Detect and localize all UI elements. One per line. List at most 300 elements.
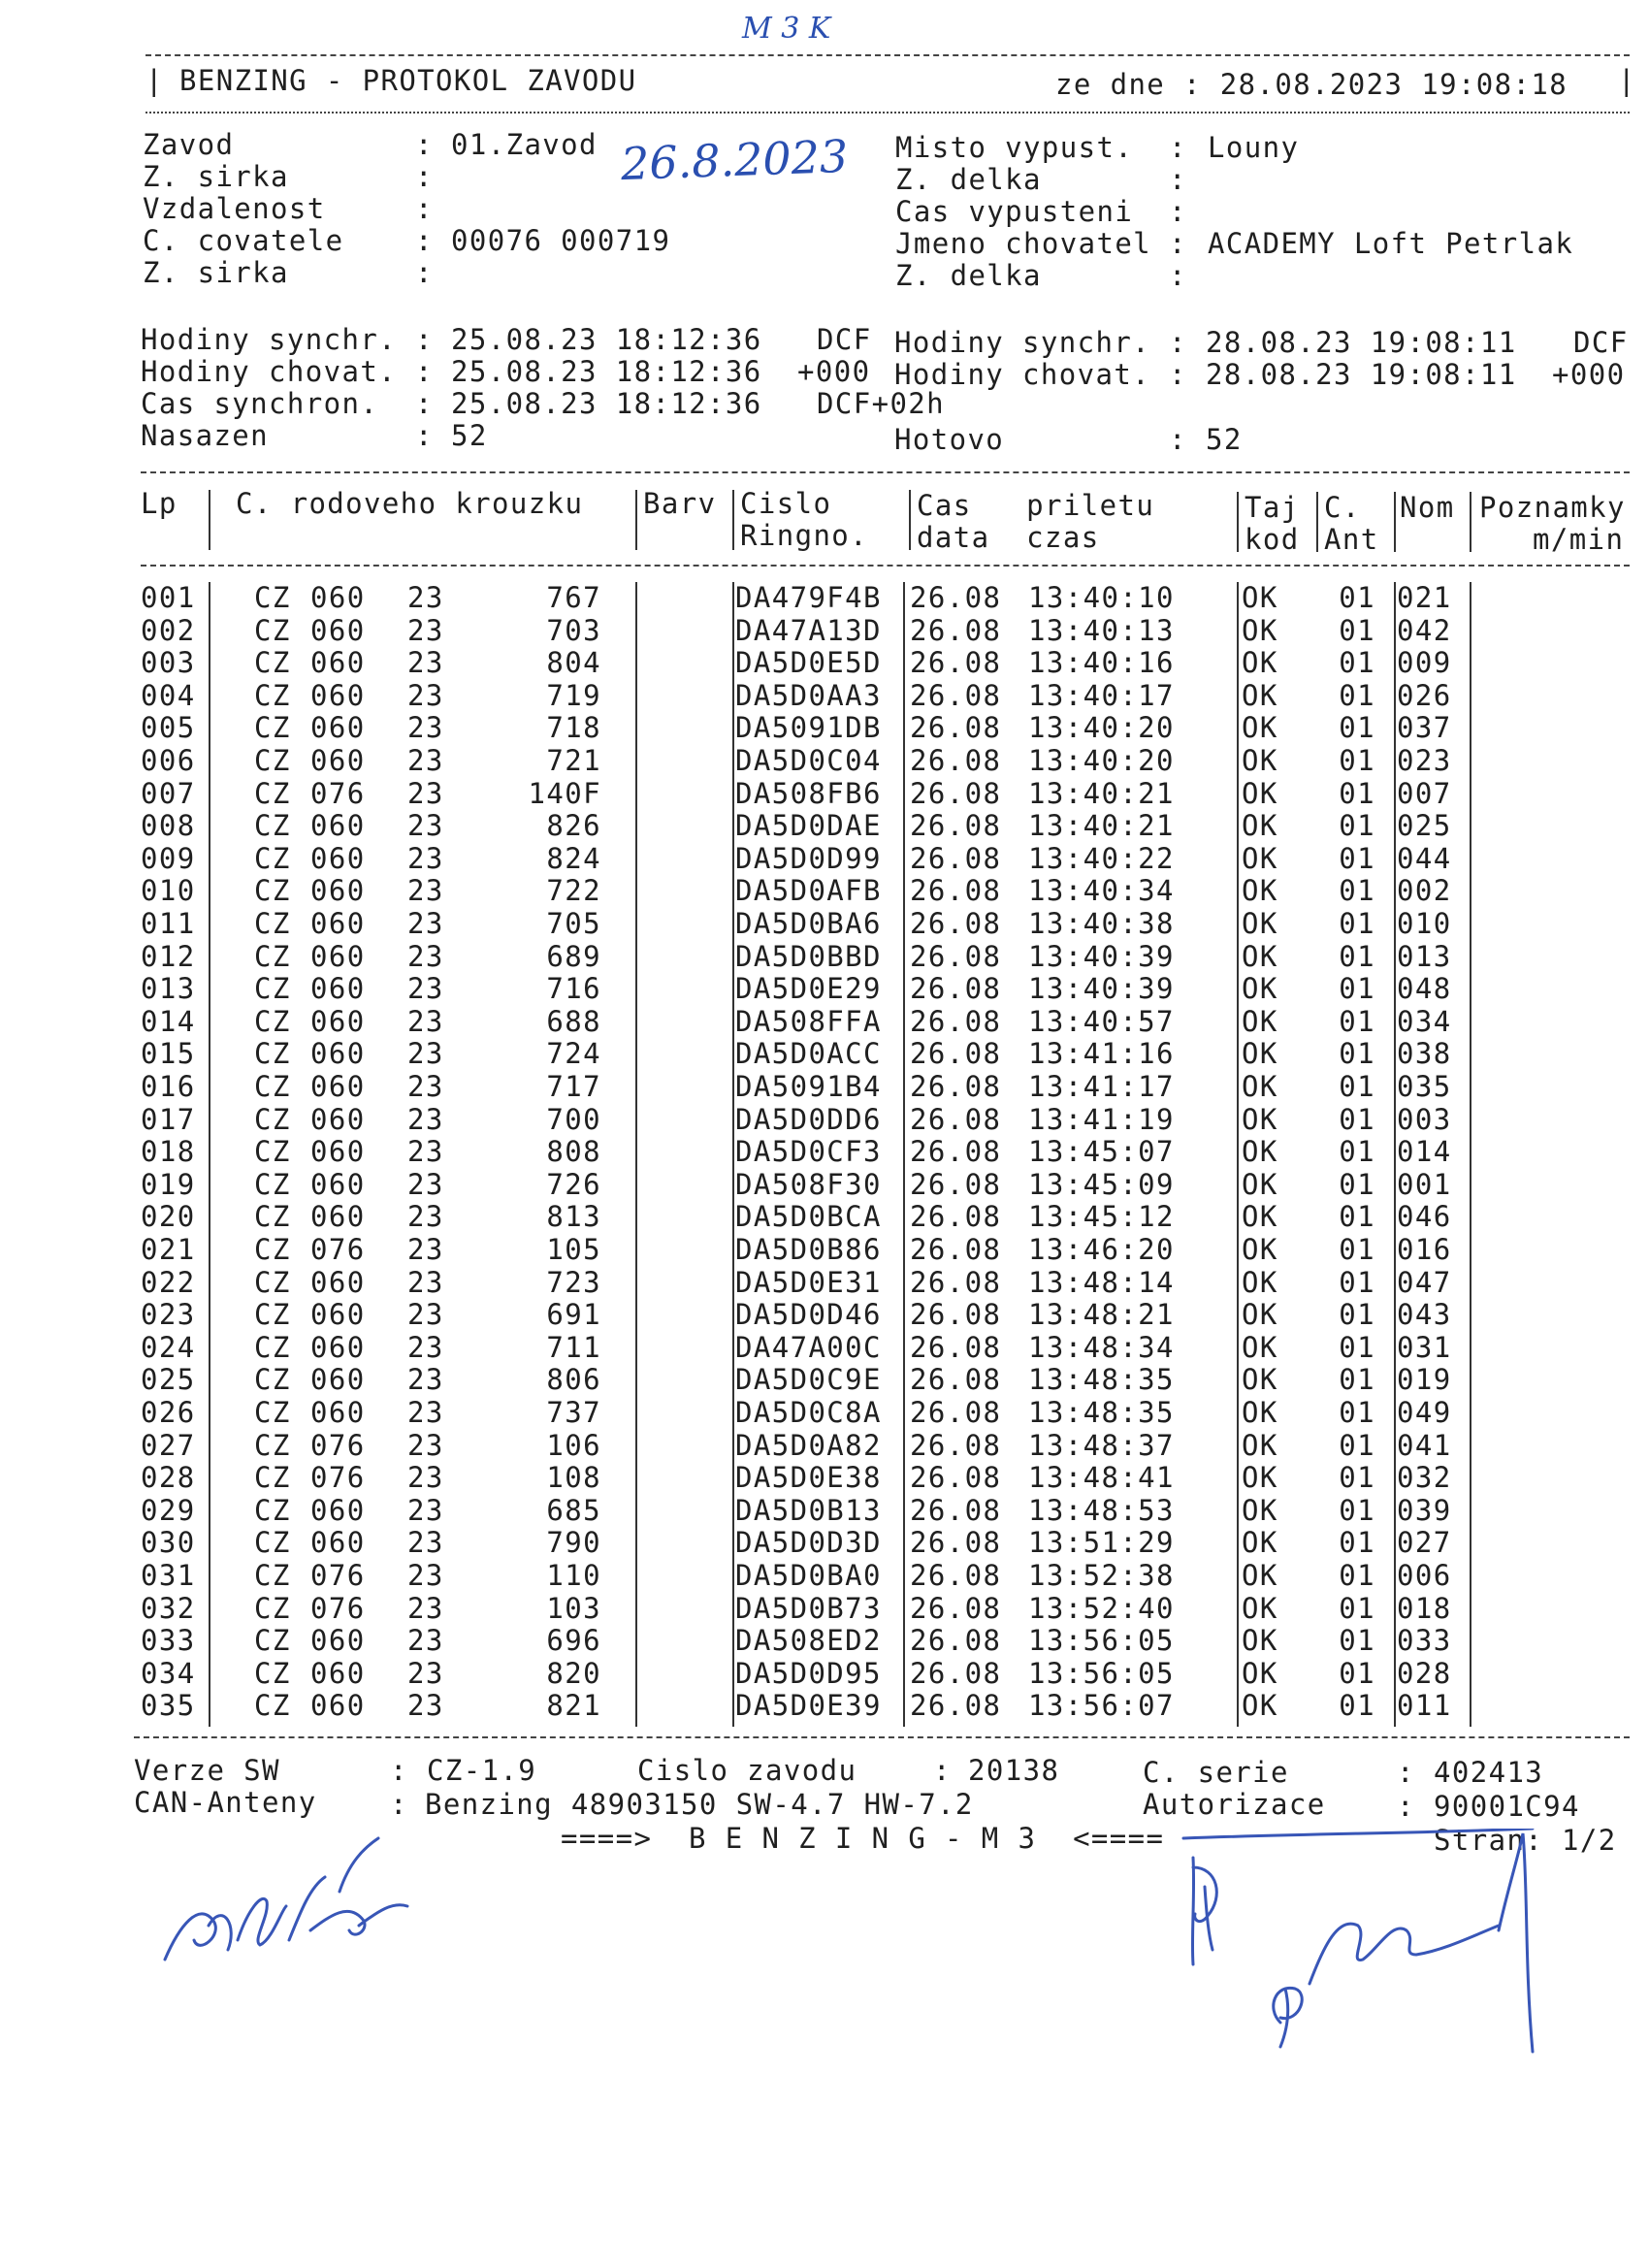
row-ringno: DA5D0BCA	[735, 1200, 882, 1234]
sync-left-label-1: Hodiny chovat.	[141, 355, 398, 388]
row-taj-kod: OK	[1242, 874, 1278, 908]
th-sep-barv	[732, 490, 734, 550]
row-date: 26.08	[910, 1559, 1002, 1592]
table-row	[0, 1625, 1649, 1658]
row-country: CZ	[254, 646, 291, 680]
row-date: 26.08	[910, 1363, 1002, 1397]
row-time: 13:51:29	[1028, 1526, 1175, 1560]
row-antenna: 01	[1339, 939, 1375, 973]
row-lp: 034	[141, 1656, 196, 1690]
row-taj-kod: OK	[1242, 1493, 1278, 1527]
row-ring-number: 824	[546, 841, 601, 875]
row-year: 23	[407, 581, 444, 614]
table-row	[0, 1527, 1649, 1560]
table-row	[0, 1560, 1649, 1593]
row-antenna: 01	[1339, 1461, 1375, 1495]
row-time: 13:40:38	[1028, 907, 1175, 940]
row-time: 13:56:07	[1028, 1689, 1175, 1723]
row-lp: 011	[141, 907, 196, 940]
row-year: 23	[407, 1559, 444, 1592]
table-row	[0, 647, 1649, 680]
row-date: 26.08	[910, 1135, 1002, 1169]
row-nom: 046	[1397, 1200, 1452, 1234]
row-ringno: DA5D0CF3	[735, 1135, 882, 1169]
report-date-label: ze dne : 28.08.2023 19:08:18	[1055, 68, 1568, 101]
row-ring-number: 820	[546, 1656, 601, 1690]
row-time: 13:48:37	[1028, 1428, 1175, 1462]
row-antenna: 01	[1339, 1428, 1375, 1462]
row-year: 23	[407, 776, 444, 810]
row-country: CZ	[254, 1428, 291, 1462]
row-antenna: 01	[1339, 678, 1375, 712]
row-lp: 026	[141, 1396, 196, 1429]
row-year: 23	[407, 1233, 444, 1266]
footer-cislo-label: Cislo zavodu	[637, 1754, 857, 1787]
row-org: 060	[310, 1396, 366, 1429]
row-antenna: 01	[1339, 1265, 1375, 1299]
th-ant-2: Ant	[1324, 523, 1379, 556]
table-row	[0, 1104, 1649, 1137]
row-ring-number: 140F	[528, 776, 601, 810]
row-time: 13:45:12	[1028, 1200, 1175, 1234]
th-ant-1: C.	[1324, 491, 1361, 524]
table-row	[0, 680, 1649, 713]
row-org: 060	[310, 613, 366, 647]
row-org: 060	[310, 1102, 366, 1136]
row-ring-number: 790	[546, 1526, 601, 1560]
info-right-label-3: Jmeno chovatel	[895, 227, 1152, 260]
row-time: 13:56:05	[1028, 1656, 1175, 1690]
row-lp: 008	[141, 809, 196, 843]
row-ringno: DA479F4B	[735, 581, 882, 614]
row-time: 13:40:16	[1028, 646, 1175, 680]
sync-left-label-2: Cas synchron.	[141, 387, 379, 420]
row-ring-number: 722	[546, 874, 601, 908]
table-row	[0, 1462, 1649, 1495]
row-lp: 007	[141, 776, 196, 810]
info-right-colon-0: :	[1169, 131, 1187, 164]
row-nom: 033	[1397, 1624, 1452, 1658]
row-date: 26.08	[910, 1526, 1002, 1560]
row-lp: 017	[141, 1102, 196, 1136]
row-org: 060	[310, 907, 366, 940]
row-ringno: DA5D0E39	[735, 1689, 882, 1723]
row-org: 060	[310, 1526, 366, 1560]
handwritten-top-mark: M 3 K	[742, 12, 831, 46]
row-lp: 009	[141, 841, 196, 875]
row-lp: 010	[141, 874, 196, 908]
row-nom: 026	[1397, 678, 1452, 712]
row-ringno: DA5D0AA3	[735, 678, 882, 712]
row-org: 060	[310, 646, 366, 680]
table-row	[0, 778, 1649, 811]
row-time: 13:40:39	[1028, 939, 1175, 973]
row-year: 23	[407, 1070, 444, 1103]
row-lp: 018	[141, 1135, 196, 1169]
footer-verze-label: Verze SW	[134, 1754, 280, 1787]
row-nom: 039	[1397, 1493, 1452, 1527]
row-ringno: DA5D0C04	[735, 744, 882, 777]
sync-left-colon-1: :	[415, 355, 434, 388]
row-country: CZ	[254, 711, 291, 745]
row-ring-number: 719	[546, 678, 601, 712]
row-ring-number: 726	[546, 1167, 601, 1201]
row-ring-number: 105	[546, 1233, 601, 1266]
row-taj-kod: OK	[1242, 1233, 1278, 1266]
table-row	[0, 1364, 1649, 1397]
sync-left-label-0: Hodiny synchr.	[141, 323, 398, 356]
row-year: 23	[407, 711, 444, 745]
row-org: 076	[310, 1428, 366, 1462]
sync-right-label-2: Hotovo	[894, 423, 1005, 456]
th-ring: C. rodoveho krouzku	[236, 487, 584, 520]
row-antenna: 01	[1339, 1559, 1375, 1592]
row-ring-number: 821	[546, 1689, 601, 1723]
row-time: 13:48:53	[1028, 1493, 1175, 1527]
row-ring-number: 689	[546, 939, 601, 973]
info-right-label-4: Z. delka	[895, 259, 1042, 292]
row-org: 060	[310, 1689, 366, 1723]
info-right-label-0: Misto vypust.	[895, 131, 1134, 164]
th-cislo-1: Cislo	[740, 487, 832, 520]
footer-colon-verze: :	[390, 1754, 408, 1787]
table-header-divider	[141, 565, 1630, 567]
row-ringno: DA5D0B13	[735, 1493, 882, 1527]
row-country: CZ	[254, 1526, 291, 1560]
row-ringno: DA5D0D46	[735, 1298, 882, 1332]
info-right-colon-2: :	[1169, 195, 1187, 228]
sync-right-value-0: 28.08.23 19:08:11	[1206, 326, 1517, 359]
row-year: 23	[407, 1102, 444, 1136]
row-lp: 030	[141, 1526, 196, 1560]
row-nom: 048	[1397, 972, 1452, 1006]
row-taj-kod: OK	[1242, 711, 1278, 745]
table-row	[0, 615, 1649, 648]
info-left-value-0: 01.Zavod	[451, 128, 598, 161]
row-time: 13:45:09	[1028, 1167, 1175, 1201]
row-time: 13:48:14	[1028, 1265, 1175, 1299]
table-row	[0, 843, 1649, 876]
row-date: 26.08	[910, 809, 1002, 843]
sync-right-colon-1: :	[1169, 358, 1187, 391]
footer-can-label: CAN-Anteny	[134, 1786, 317, 1819]
row-country: CZ	[254, 907, 291, 940]
row-time: 13:41:16	[1028, 1037, 1175, 1071]
row-org: 060	[310, 1004, 366, 1038]
row-country: CZ	[254, 744, 291, 777]
row-year: 23	[407, 1298, 444, 1332]
row-nom: 032	[1397, 1461, 1452, 1495]
row-taj-kod: OK	[1242, 1396, 1278, 1429]
report-date-label-text: ze dne	[1055, 68, 1166, 101]
row-ringno: DA5D0B73	[735, 1591, 882, 1625]
row-ringno: DA5D0AFB	[735, 874, 882, 908]
row-org: 060	[310, 972, 366, 1006]
row-ringno: DA5D0ACC	[735, 1037, 882, 1071]
info-left-colon-1: :	[415, 160, 434, 193]
row-date: 26.08	[910, 1102, 1002, 1136]
row-ringno: DA5D0BA0	[735, 1559, 882, 1592]
row-ringno: DA5091DB	[735, 711, 882, 745]
row-org: 060	[310, 841, 366, 875]
row-taj-kod: OK	[1242, 1624, 1278, 1658]
table-row	[0, 1136, 1649, 1169]
row-antenna: 01	[1339, 1656, 1375, 1690]
row-lp: 022	[141, 1265, 196, 1299]
row-antenna: 01	[1339, 809, 1375, 843]
row-year: 23	[407, 646, 444, 680]
info-left-colon-4: :	[415, 256, 434, 289]
row-year: 23	[407, 744, 444, 777]
footer-colon-cislo: :	[933, 1754, 952, 1787]
row-nom: 049	[1397, 1396, 1452, 1429]
sync-left-extra-1: +000	[797, 355, 871, 388]
row-nom: 018	[1397, 1591, 1452, 1625]
row-ring-number: 813	[546, 1200, 601, 1234]
sync-right-extra-0: DCF	[1573, 326, 1629, 359]
row-country: CZ	[254, 1135, 291, 1169]
row-country: CZ	[254, 1493, 291, 1527]
sync-right-value-2: 52	[1206, 423, 1243, 456]
row-antenna: 01	[1339, 1037, 1375, 1071]
sync-right-value-1: 28.08.23 19:08:11	[1206, 358, 1517, 391]
row-antenna: 01	[1339, 874, 1375, 908]
row-ring-number: 705	[546, 907, 601, 940]
row-taj-kod: OK	[1242, 646, 1278, 680]
row-nom: 010	[1397, 907, 1452, 940]
info-right-label-2: Cas vypusteni	[895, 195, 1134, 228]
row-lp: 025	[141, 1363, 196, 1397]
row-lp: 001	[141, 581, 196, 614]
info-right-label-1: Z. delka	[895, 163, 1042, 196]
row-year: 23	[407, 1037, 444, 1071]
row-country: CZ	[254, 1363, 291, 1397]
row-country: CZ	[254, 1624, 291, 1658]
row-taj-kod: OK	[1242, 841, 1278, 875]
sync-right-extra-1: +000	[1552, 358, 1626, 391]
row-date: 26.08	[910, 907, 1002, 940]
info-right-value-0: Louny	[1208, 131, 1300, 164]
row-lp: 006	[141, 744, 196, 777]
row-time: 13:48:34	[1028, 1330, 1175, 1364]
row-date: 26.08	[910, 1037, 1002, 1071]
row-taj-kod: OK	[1242, 1656, 1278, 1690]
sync-right-label-0: Hodiny synchr.	[894, 326, 1151, 359]
row-org: 060	[310, 1135, 366, 1169]
row-antenna: 01	[1339, 1526, 1375, 1560]
row-year: 23	[407, 1461, 444, 1495]
row-nom: 025	[1397, 809, 1452, 843]
row-lp: 029	[141, 1493, 196, 1527]
row-country: CZ	[254, 581, 291, 614]
info-right-colon-3: :	[1169, 227, 1187, 260]
row-lp: 014	[141, 1004, 196, 1038]
row-lp: 027	[141, 1428, 196, 1462]
row-taj-kod: OK	[1242, 1135, 1278, 1169]
row-country: CZ	[254, 1559, 291, 1592]
row-date: 26.08	[910, 1298, 1002, 1332]
row-time: 13:40:20	[1028, 744, 1175, 777]
row-org: 060	[310, 1624, 366, 1658]
th-cas-1: Cas priletu	[917, 489, 1155, 522]
row-date: 26.08	[910, 613, 1002, 647]
row-taj-kod: OK	[1242, 678, 1278, 712]
row-year: 23	[407, 809, 444, 843]
th-taj-1: Taj	[1245, 491, 1300, 524]
table-row	[0, 1071, 1649, 1104]
top-divider	[146, 54, 1630, 56]
footer-serie-label: C. serie	[1143, 1756, 1289, 1789]
row-ringno: DA5D0B86	[735, 1233, 882, 1266]
row-year: 23	[407, 678, 444, 712]
th-taj-2: kod	[1245, 523, 1300, 556]
th-barv: Barv	[643, 487, 717, 520]
sync-right-colon-2: :	[1169, 423, 1187, 456]
row-ring-number: 103	[546, 1591, 601, 1625]
row-date: 26.08	[910, 646, 1002, 680]
row-lp: 013	[141, 972, 196, 1006]
row-ring-number: 716	[546, 972, 601, 1006]
row-nom: 003	[1397, 1102, 1452, 1136]
footer-cislo-value: 20138	[968, 1754, 1060, 1787]
row-year: 23	[407, 939, 444, 973]
row-taj-kod: OK	[1242, 613, 1278, 647]
row-nom: 009	[1397, 646, 1452, 680]
row-lp: 019	[141, 1167, 196, 1201]
row-taj-kod: OK	[1242, 1363, 1278, 1397]
row-date: 26.08	[910, 972, 1002, 1006]
row-date: 26.08	[910, 1396, 1002, 1429]
row-year: 23	[407, 1200, 444, 1234]
row-taj-kod: OK	[1242, 744, 1278, 777]
row-ring-number: 110	[546, 1559, 601, 1592]
header-left-bar: |	[146, 64, 164, 97]
row-ring-number: 806	[546, 1363, 601, 1397]
info-left-label-0: Zavod	[143, 128, 235, 161]
row-org: 060	[310, 809, 366, 843]
row-country: CZ	[254, 1265, 291, 1299]
row-ringno: DA5D0D99	[735, 841, 882, 875]
row-date: 26.08	[910, 581, 1002, 614]
row-org: 060	[310, 1265, 366, 1299]
footer-can-value: Benzing 48903150 SW-4.7 HW-7.2	[425, 1788, 974, 1821]
row-antenna: 01	[1339, 744, 1375, 777]
row-taj-kod: OK	[1242, 1037, 1278, 1071]
row-taj-kod: OK	[1242, 1559, 1278, 1592]
th-pozn-1: Poznamky	[1479, 491, 1626, 524]
th-sep-cislo	[909, 490, 911, 550]
row-time: 13:46:20	[1028, 1233, 1175, 1266]
row-country: CZ	[254, 613, 291, 647]
sync-left-colon-2: :	[415, 387, 434, 420]
row-country: CZ	[254, 1037, 291, 1071]
row-nom: 047	[1397, 1265, 1452, 1299]
row-antenna: 01	[1339, 907, 1375, 940]
row-taj-kod: OK	[1242, 1200, 1278, 1234]
row-ringno: DA5D0BBD	[735, 939, 882, 973]
info-left-colon-2: :	[415, 192, 434, 225]
row-country: CZ	[254, 1004, 291, 1038]
row-year: 23	[407, 1428, 444, 1462]
th-sep-ring	[635, 490, 637, 550]
row-date: 26.08	[910, 939, 1002, 973]
row-ring-number: 703	[546, 613, 601, 647]
th-sep-ant	[1394, 492, 1396, 552]
row-year: 23	[407, 1493, 444, 1527]
row-taj-kod: OK	[1242, 939, 1278, 973]
row-ring-number: 808	[546, 1135, 601, 1169]
table-row	[0, 1006, 1649, 1039]
info-left-label-2: Vzdalenost	[143, 192, 326, 225]
th-cislo-2: Ringno.	[740, 519, 869, 552]
table-row	[0, 908, 1649, 941]
row-nom: 028	[1397, 1656, 1452, 1690]
row-org: 060	[310, 744, 366, 777]
footer-page: Stran: 1/2	[1434, 1824, 1617, 1857]
sync-right-label-1: Hodiny chovat.	[894, 358, 1151, 391]
row-time: 13:52:38	[1028, 1559, 1175, 1592]
th-sep-taj	[1316, 492, 1318, 552]
row-taj-kod: OK	[1242, 1428, 1278, 1462]
row-org: 076	[310, 1461, 366, 1495]
row-date: 26.08	[910, 776, 1002, 810]
row-nom: 001	[1397, 1167, 1452, 1201]
row-org: 060	[310, 1656, 366, 1690]
signature-left	[155, 1833, 427, 1979]
row-lp: 020	[141, 1200, 196, 1234]
row-org: 060	[310, 1330, 366, 1364]
row-country: CZ	[254, 972, 291, 1006]
row-nom: 041	[1397, 1428, 1452, 1462]
row-time: 13:41:19	[1028, 1102, 1175, 1136]
row-nom: 016	[1397, 1233, 1452, 1266]
row-year: 23	[407, 1624, 444, 1658]
row-ringno: DA508F30	[735, 1167, 882, 1201]
row-date: 26.08	[910, 711, 1002, 745]
row-ring-number: 724	[546, 1037, 601, 1071]
row-org: 060	[310, 711, 366, 745]
row-lp: 015	[141, 1037, 196, 1071]
row-lp: 003	[141, 646, 196, 680]
row-ring-number: 711	[546, 1330, 601, 1364]
row-time: 13:56:05	[1028, 1624, 1175, 1658]
row-lp: 016	[141, 1070, 196, 1103]
row-ring-number: 108	[546, 1461, 601, 1495]
table-row	[0, 941, 1649, 974]
row-org: 060	[310, 581, 366, 614]
row-ringno: DA5D0C8A	[735, 1396, 882, 1429]
row-country: CZ	[254, 1102, 291, 1136]
sync-left-colon-0: :	[415, 323, 434, 356]
row-org: 076	[310, 1233, 366, 1266]
table-row	[0, 1299, 1649, 1332]
row-date: 26.08	[910, 1200, 1002, 1234]
footer-colon-can: :	[390, 1788, 408, 1821]
protocol-title: BENZING - PROTOKOL ZAVODU	[179, 64, 637, 97]
row-year: 23	[407, 1265, 444, 1299]
table-bottom-divider	[134, 1736, 1630, 1738]
row-ring-number: 723	[546, 1265, 601, 1299]
row-lp: 024	[141, 1330, 196, 1364]
footer-colon-auth: :	[1397, 1790, 1415, 1823]
row-org: 060	[310, 1298, 366, 1332]
row-ringno: DA5D0E29	[735, 972, 882, 1006]
row-antenna: 01	[1339, 1102, 1375, 1136]
row-date: 26.08	[910, 1591, 1002, 1625]
report-date-value: 28.08.2023 19:08:18	[1219, 68, 1568, 101]
row-date: 26.08	[910, 1461, 1002, 1495]
row-antenna: 01	[1339, 1004, 1375, 1038]
